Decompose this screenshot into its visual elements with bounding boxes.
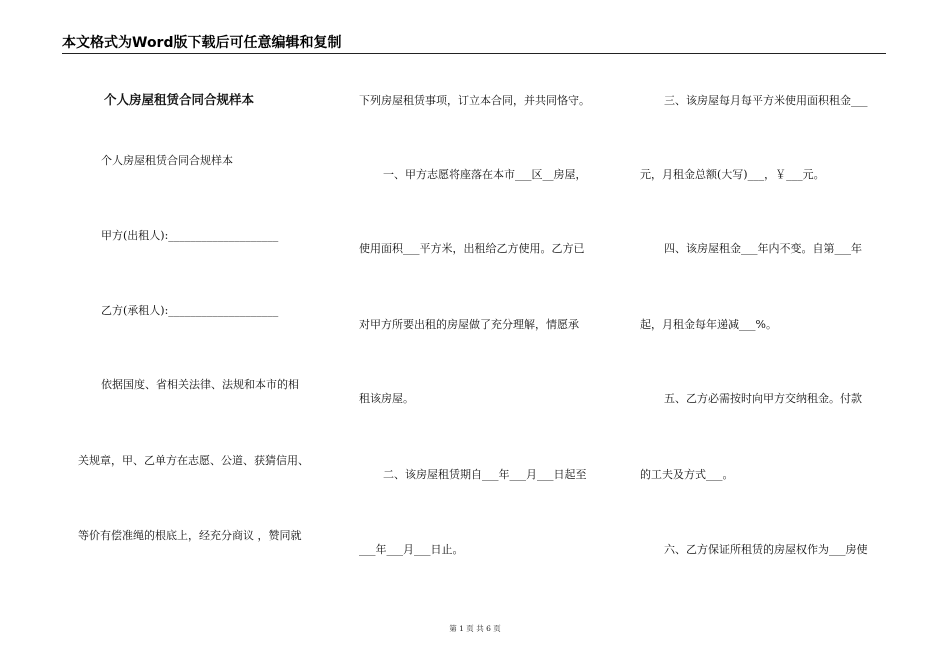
header-text: 本文格式为Word版下载后可任意编辑和复制 xyxy=(62,35,342,51)
clause-2: 二、该房屋租赁期自___年___月___日起至 xyxy=(383,468,587,481)
paragraph-line: 的工夫及方式___。 xyxy=(640,468,734,481)
paragraph-line: 起，月租金每年递减___%。 xyxy=(640,318,777,331)
paragraph-line: ___年___月___日止。 xyxy=(359,543,464,556)
paragraph-line: 租该房屋。 xyxy=(359,392,414,405)
paragraph-line: 依据国度、省相关法律、法规和本市的相 xyxy=(101,378,299,391)
page-header xyxy=(62,34,886,54)
clause-3: 三、该房屋每月每平方米使用面积租金___ xyxy=(664,94,868,107)
paragraph-line: 下列房屋租赁事项，订立本合同，并共同恪守。 xyxy=(359,94,590,107)
clause-1: 一、甲方志愿将座落在本市___区__房屋， xyxy=(383,168,587,181)
paragraph-line: 使用面积___平方米，出租给乙方使用。乙方已 xyxy=(359,242,585,255)
paragraph-line: 等价有偿准绳的根底上，经充分商议 ，赞同就 xyxy=(78,529,302,542)
page-number: 第 1 页 共 6 页 xyxy=(449,624,501,633)
paragraph-line: 关规章，甲、乙单方在志愿、公道、获猜信用、 xyxy=(78,454,309,467)
paragraph-line: 元，月租金总额(大写)___，￥___元。 xyxy=(640,168,825,181)
party-a-field: 甲方(出租人):____________________ xyxy=(101,229,279,242)
paragraph-line: 对甲方所要出租的房屋做了充分理解，情愿承 xyxy=(359,318,579,331)
paragraph-line: 个人房屋租赁合同合规样本 xyxy=(101,154,233,167)
clause-4: 四、该房屋租金___年内不变。自第___年 xyxy=(664,242,862,255)
document-title: 个人房屋租赁合同合规样本 xyxy=(104,92,255,107)
party-b-field: 乙方(承租人):____________________ xyxy=(101,304,279,317)
clause-6: 六、乙方保证所租赁的房屋权作为___房使 xyxy=(664,543,868,556)
clause-5: 五、乙方必需按时向甲方交纳租金。付款 xyxy=(664,392,862,405)
